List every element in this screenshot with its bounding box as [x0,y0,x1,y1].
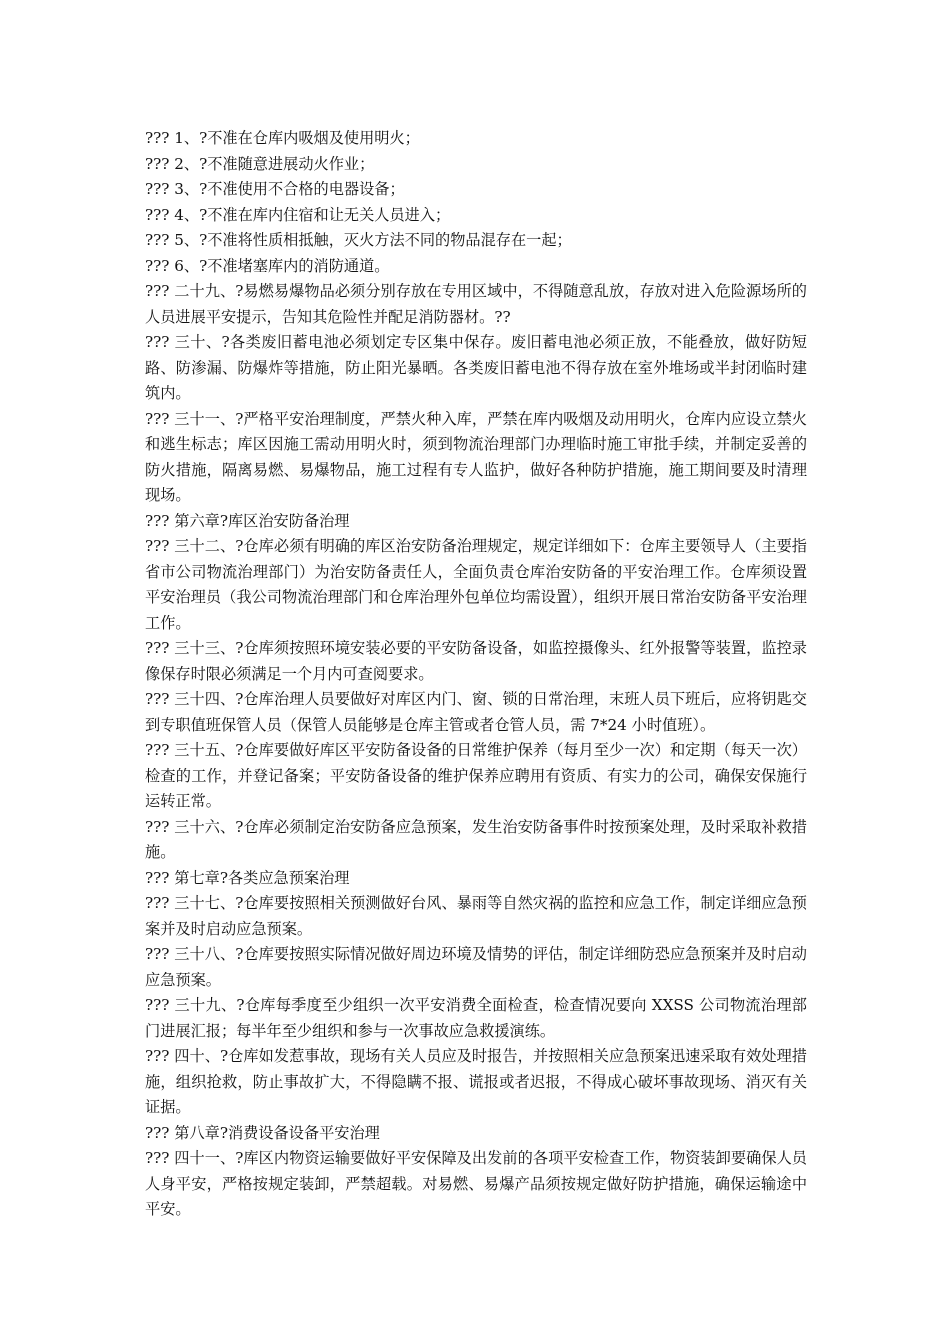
article-30: ??? 三十、?各类废旧蓄电池必须划定专区集中保存。废旧蓄电池必须正放，不能叠放，做好防短路、防渗漏、防爆炸等措施，防止阳光暴晒。各类废旧蓄电池不得存放在室外堆场或半封闭临时建筑内。 [145,333,807,402]
article-34: ??? 三十四、?仓库治理人员要做好对库区内门、窗、锁的日常治理，末班人员下班后，应将钥匙交到专职值班保管人员（保管人员能够是仓库主管或者仓管人员，需 7*24 小时值班）。 [145,690,807,734]
article-40: ??? 四十、?仓库如发惹事故，现场有关人员应及时报告，并按照相关应急预案迅速采取有效处理措施，组织抢救，防止事故扩大，不得隐瞒不报、谎报或者迟报，不得成心破坏事故现场、消灭有关证据。 [145,1047,807,1116]
rule-item-6: ??? 6、?不准堵塞库内的消防通道。 [145,256,390,275]
article-39: ??? 三十九、?仓库每季度至少组织一次平安消费全面检查，检查情况要向 XXSS 公司物流治理部门进展汇报；每半年至少组织和参与一次事故应急救援演练。 [145,996,807,1040]
article-29: ??? 二十九、?易燃易爆物品必须分别存放在专用区域中，不得随意乱放，存放对进入危险源场所的人员进展平安提示，告知其危险性并配足消防器材。?? [145,282,807,326]
chapter-6-heading: ??? 第六章?库区治安防备治理 [145,511,350,530]
rule-item-5: ??? 5、?不准将性质相抵触，灭火方法不同的物品混存在一起； [145,231,572,249]
article-35: ??? 三十五、?仓库要做好库区平安防备设备的日常维护保养（每月至少一次）和定期（每天一次）检查的工作，并登记备案；平安防备设备的维护保养应聘用有资质、有实力的公司，确保安保施行运转正常。 [145,741,807,810]
rule-item-2: ??? 2、?不准随意进展动火作业； [145,154,375,173]
rule-item-3: ??? 3、?不准使用不合格的电器设备； [145,180,405,198]
rule-item-4: ??? 4、?不准在库内住宿和让无关人员进入； [145,205,451,224]
article-32: ??? 三十二、?仓库必须有明确的库区治安防备治理规定，规定详细如下：仓库主要领导人（主要指省市公司物流治理部门）为治安防备责任人，全面负责仓库治安防备的平安治理工作。仓库须设置平安治理员（我公司物流治理部门和仓库治理外包单位均需设置），组织开展日常治安防备平安治理工作。 [145,537,807,632]
article-38: ??? 三十八、?仓库要按照实际情况做好周边环境及情势的评估，制定详细防恐应急预案并及时启动应急预案。 [145,945,807,989]
document-body [145,126,807,1223]
article-33: ??? 三十三、?仓库须按照环境安装必要的平安防备设备，如监控摄像头、红外报警等装置，监控录像保存时限必须满足一个月内可查阅要求。 [145,639,807,683]
chapter-7-heading: ??? 第七章?各类应急预案治理 [145,868,350,887]
chapter-8-heading: ??? 第八章?消费设备设备平安治理 [145,1123,380,1142]
rule-item-1: ??? 1、?不准在仓库内吸烟及使用明火； [145,129,420,147]
article-37: ??? 三十七、?仓库要按照相关预测做好台风、暴雨等自然灾祸的监控和应急工作，制定详细应急预案并及时启动应急预案。 [145,894,807,938]
article-41: ??? 四十一、?库区内物资运输要做好平安保障及出发前的各项平安检查工作，物资装卸要确保人员人身平安，严格按规定装卸，严禁超载。对易燃、易爆产品须按规定做好防护措施，确保运输途中平安。 [145,1149,807,1218]
article-36: ??? 三十六、?仓库必须制定治安防备应急预案，发生治安防备事件时按预案处理，及时采取补救措施。 [145,817,807,861]
article-31: ??? 三十一、?严格平安治理制度，严禁火种入库，严禁在库内吸烟及动用明火，仓库内应设立禁火和逃生标志；库区因施工需动用明火时，须到物流治理部门办理临时施工审批手续，并制定妥善的防火措施，隔离易燃、易爆物品，施工过程有专人监护，做好各种防护措施，施工期间要及时清理现场。 [145,409,807,504]
